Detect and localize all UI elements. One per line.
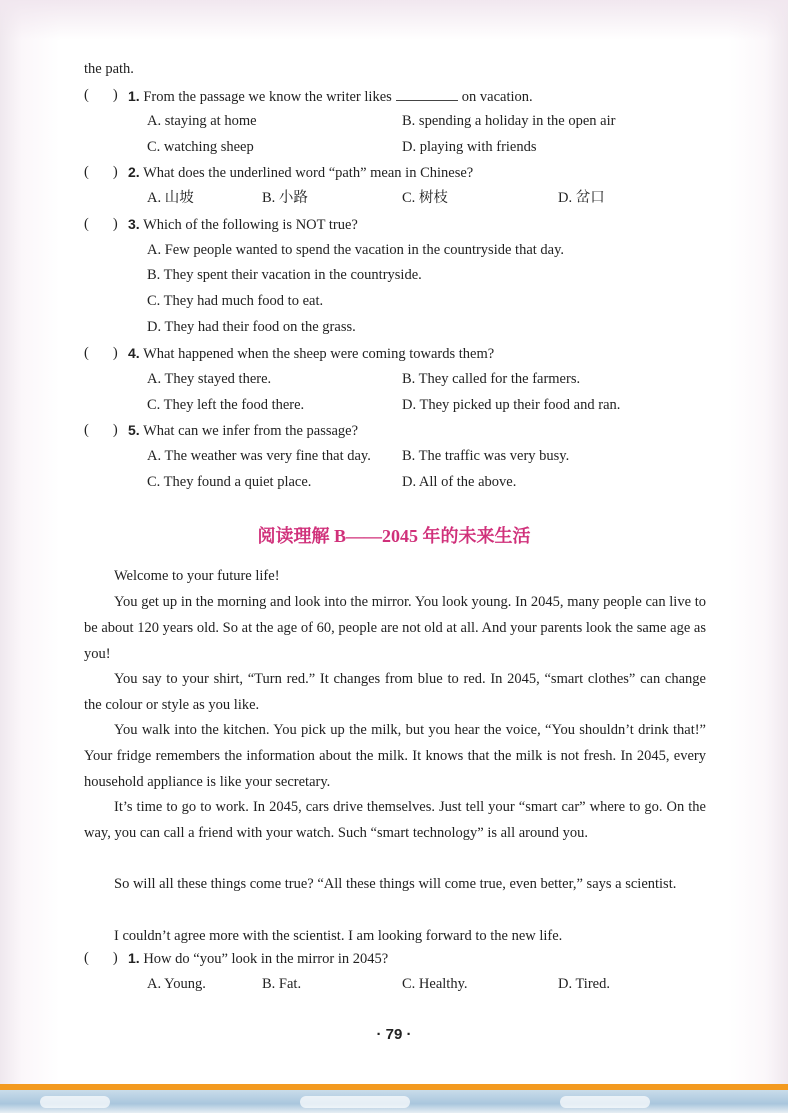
passage-paragraph: You walk into the kitchen. You pick up the milk, but you hear the voice, “You shouldn’t drink that!” Your fridge remembers the information about the milk. It knows that the milk is not fresh. In 2045, every household appliance is like your secretary. [84,722,706,790]
option: C. watching sheep [147,139,254,155]
passage-paragraph: You say to your shirt, “Turn red.” It changes from blue to red. In 2045, “smart clothes” can change the colour or style as you like. [84,671,706,713]
question-2-stem: 2. What does the underlined word “path” mean in Chinese? [128,164,474,181]
option: B. They called for the farmers. [402,371,581,387]
answer-bracket[interactable]: ( ) [84,216,118,232]
answer-bracket[interactable]: ( ) [84,345,118,361]
question-4-stem: 4. What happened when the sheep were coming towards them? [128,345,495,362]
answer-bracket[interactable]: ( ) [84,164,118,180]
option: C. They had much food to eat. [147,293,324,309]
option: D. They picked up their food and ran. [402,397,621,413]
cloud-decoration [560,1096,650,1108]
continuation-text: the path. [84,61,134,77]
cloud-decoration [40,1096,110,1108]
question-1-stem: 1. From the passage we know the writer likes on vacation. [128,88,533,105]
passage-paragraph: So will all these things come true? “All these things will come true, even better,” says a scientist. [114,876,677,892]
page-number: · 79 · [376,1026,412,1043]
question-b1-stem: 1. How do “you” look in the mirror in 2045? [128,950,389,967]
option: D. playing with friends [402,139,537,155]
option: C. They left the food there. [147,397,305,413]
question-5-stem: 5. What can we infer from the passage? [128,422,359,439]
passage-paragraph: You get up in the morning and look into the mirror. You look young. In 2045, many people can live to be about 120 years old. So at the age of 60, people are not old at all. And your parents look the same age as you! [84,594,706,662]
option: B. Fat. [262,976,302,992]
option: B. 小路 [262,190,308,206]
section-heading: 阅读理解 B——2045 年的未来生活 [257,526,531,546]
option: A. Few people wanted to spend the vacation in the countryside that day. [147,242,565,258]
passage-paragraph: I couldn’t agree more with the scientist. I am looking forward to the new life. [114,928,563,944]
option: A. They stayed there. [147,371,272,387]
option: A. staying at home [147,113,257,129]
top-decoration [0,0,788,40]
option: D. They had their food on the grass. [147,319,356,335]
answer-blank[interactable] [396,86,458,101]
option: C. 树枝 [402,190,448,206]
option: C. Healthy. [402,976,468,992]
option: D. Tired. [558,976,610,992]
cloud-decoration [300,1096,410,1108]
answer-bracket[interactable]: ( ) [84,422,118,438]
question-3-stem: 3. Which of the following is NOT true? [128,216,358,233]
passage-paragraph: It’s time to go to work. In 2045, cars drive themselves. Just tell your “smart car” where to go. On the way, you can call a friend with your watch. Such “smart technology” is all around you. [84,799,706,841]
option: A. The weather was very fine that day. [147,448,371,464]
option: A. 山坡 [147,190,194,206]
option: C. They found a quiet place. [147,474,312,490]
passage-paragraph: Welcome to your future life! [114,568,280,584]
option: D. All of the above. [402,474,517,490]
option: B. spending a holiday in the open air [402,113,616,129]
option: B. The traffic was very busy. [402,448,570,464]
answer-bracket[interactable]: ( ) [84,950,118,966]
option: A. Young. [147,976,206,992]
answer-bracket[interactable]: ( ) [84,87,118,103]
option: D. 岔口 [558,190,605,206]
option: B. They spent their vacation in the countryside. [147,267,422,283]
